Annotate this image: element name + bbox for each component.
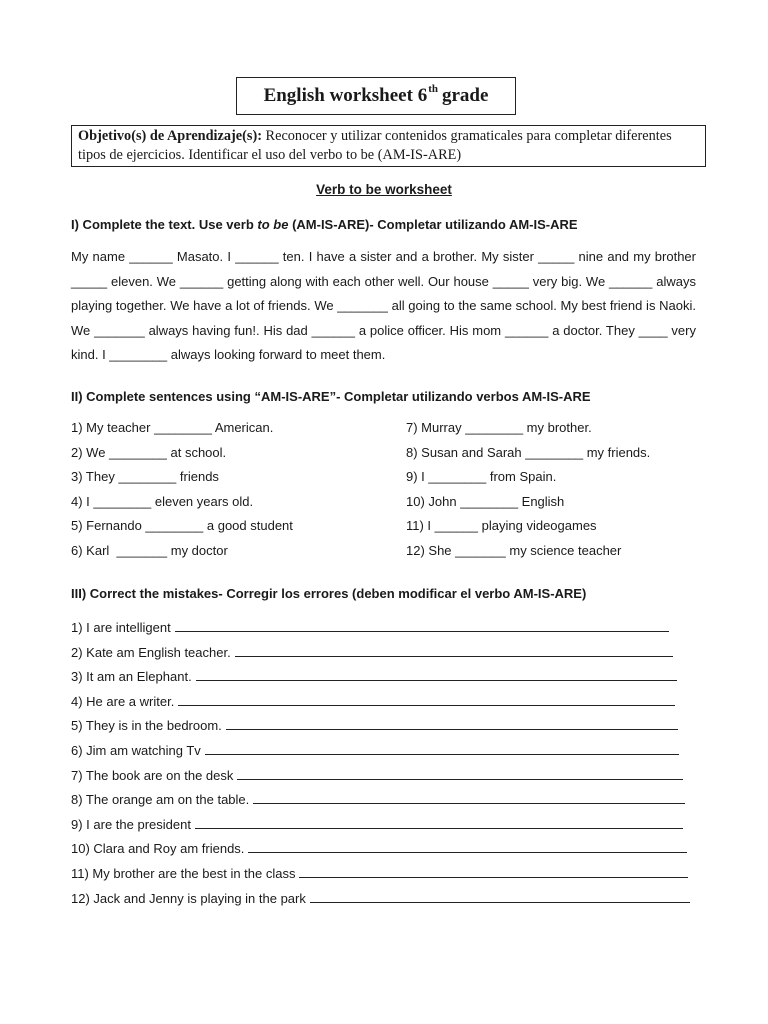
answer-line[interactable] bbox=[205, 742, 679, 755]
part2-left-item: 6) Karl _______ my doctor bbox=[71, 542, 228, 558]
part2-right-column bbox=[406, 416, 650, 564]
part1-text: My name ______ Masato. I ______ ten. I have a sister and a brother. My sister _____ nine and my brother _____ eleven. We ______ getting along with each other well. Our house _____ very big. We ______ always playing together. We have a lot of friends. We _______ all going to the same school. My best friend is Naoki. We _______ always having fun!. His dad ______ a police officer. His mom ______ a doctor. They ____ very kind. I ________ always looking forward to meet them. bbox=[71, 249, 696, 362]
part2-right-item: 10) John ________ English bbox=[406, 493, 565, 509]
part1-heading-a: I) Complete the text. Use verb bbox=[71, 217, 258, 232]
mistake-item bbox=[71, 714, 690, 739]
mistake-item bbox=[71, 739, 690, 764]
mistake-item bbox=[71, 690, 690, 715]
mistake-sentence: 6) Jim am watching Tv bbox=[71, 742, 201, 758]
answer-line[interactable] bbox=[248, 840, 687, 853]
mistake-item bbox=[71, 665, 690, 690]
mistake-sentence: 4) He are a writer. bbox=[71, 693, 175, 709]
part2-right-item: 12) She _______ my science teacher bbox=[406, 542, 622, 558]
mistake-item bbox=[71, 788, 690, 813]
mistake-sentence: 9) I are the president bbox=[71, 816, 191, 832]
mistake-item bbox=[71, 813, 690, 838]
objective-text: Reconocer y utilizar contenidos gramaticales para completar diferentes tipos de ejercicios. Identificar el uso del verbo to be (AM-IS-ARE) bbox=[78, 128, 672, 163]
mistake-sentence: 1) I are intelligent bbox=[71, 620, 171, 635]
answer-line[interactable] bbox=[178, 693, 675, 706]
mistake-sentence: 5) They is in the bedroom. bbox=[71, 718, 222, 734]
objective-box bbox=[71, 125, 706, 167]
mistake-sentence: 3) It am an Elephant. bbox=[71, 669, 192, 685]
title-main: English worksheet 6 bbox=[263, 85, 428, 106]
mistake-item bbox=[71, 616, 690, 641]
part2-right-item: 9) I ________ from Spain. bbox=[406, 469, 557, 485]
part2-left-item: 1) My teacher ________ American. bbox=[71, 420, 274, 435]
mistake-sentence: 8) The orange am on the table. bbox=[71, 792, 250, 808]
answer-line[interactable] bbox=[253, 791, 685, 804]
mistake-sentence: 2) Kate am English teacher. bbox=[71, 644, 231, 660]
part3-list bbox=[71, 616, 690, 911]
mistake-item bbox=[71, 837, 690, 862]
mistake-item bbox=[71, 764, 690, 789]
answer-line[interactable] bbox=[235, 644, 673, 657]
part2-right-item: 11) I ______ playing videogames bbox=[406, 518, 597, 534]
mistake-sentence: 7) The book are on the desk bbox=[71, 767, 234, 783]
part1-heading-c: (AM-IS-ARE)- Completar utilizando AM-IS-ARE bbox=[288, 217, 578, 232]
answer-line[interactable] bbox=[226, 717, 678, 730]
answer-line[interactable] bbox=[299, 865, 688, 878]
mistake-sentence: 12) Jack and Jenny is playing in the park bbox=[71, 890, 306, 906]
mistake-sentence: 11) My brother are the best in the class bbox=[71, 865, 296, 881]
part3-heading: III) Correct the mistakes- Corregir los errores (deben modificar el verbo AM-IS-ARE) bbox=[71, 586, 587, 601]
part2-right-item: 8) Susan and Sarah ________ my friends. bbox=[406, 444, 651, 460]
answer-line[interactable] bbox=[196, 668, 677, 681]
mistake-sentence: 10) Clara and Roy am friends. bbox=[71, 841, 245, 857]
part1-heading bbox=[71, 217, 578, 232]
part2-left-item: 3) They ________ friends bbox=[71, 469, 219, 485]
worksheet-title bbox=[236, 77, 516, 115]
answer-line[interactable] bbox=[237, 767, 683, 780]
part2-heading: II) Complete sentences using “AM-IS-ARE”- Completar utilizando verbos AM-IS-ARE bbox=[71, 389, 591, 404]
answer-line[interactable] bbox=[195, 816, 683, 829]
objective-label: Objetivo(s) de Aprendizaje(s): bbox=[78, 128, 262, 144]
part2-left-item: 2) We ________ at school. bbox=[71, 444, 227, 460]
mistake-item bbox=[71, 641, 690, 666]
mistake-item bbox=[71, 862, 690, 887]
section-title: Verb to be worksheet bbox=[316, 182, 452, 197]
part1-heading-b: to be bbox=[257, 217, 289, 232]
part2-left-item: 5) Fernando ________ a good student bbox=[71, 518, 293, 534]
mistake-item bbox=[71, 887, 690, 912]
part2-left-column bbox=[71, 416, 293, 564]
title-rest: grade bbox=[441, 85, 489, 106]
answer-line[interactable] bbox=[175, 619, 669, 632]
part2-right-item: 7) Murray ________ my brother. bbox=[406, 420, 592, 435]
answer-line[interactable] bbox=[310, 890, 690, 903]
title-superscript: th bbox=[428, 83, 438, 95]
part2-left-item: 4) I ________ eleven years old. bbox=[71, 493, 254, 509]
